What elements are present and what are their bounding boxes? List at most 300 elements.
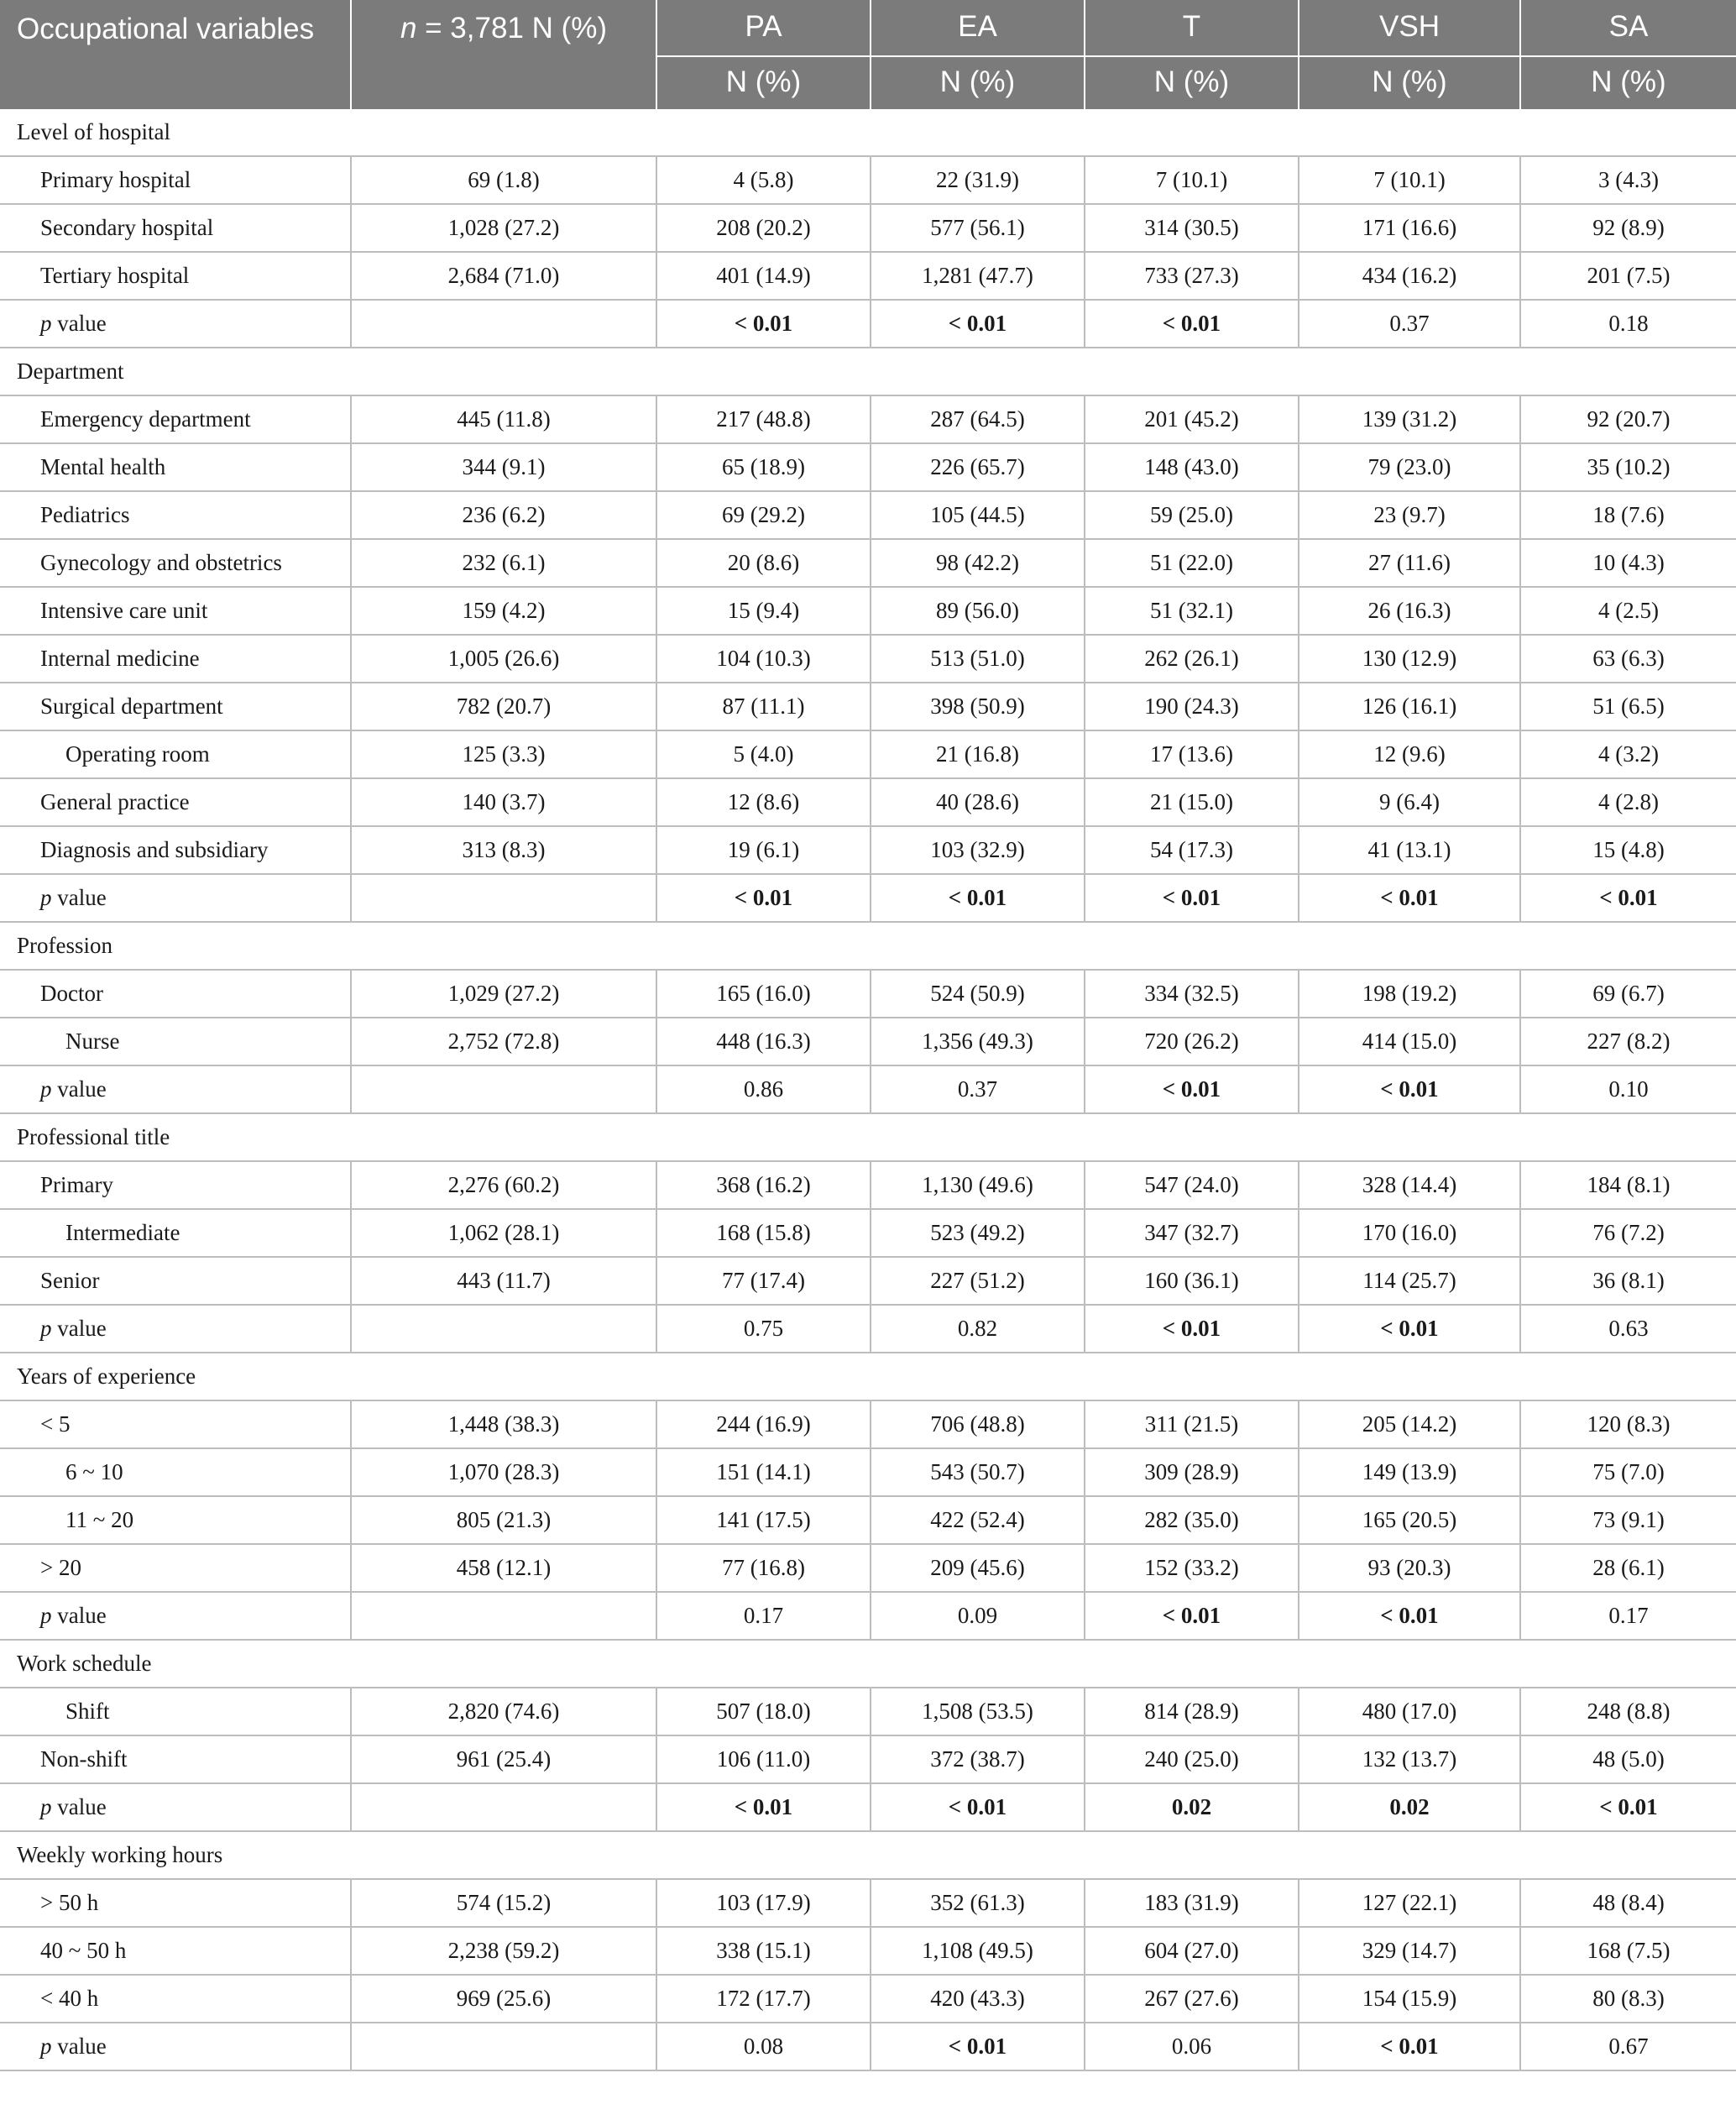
p-italic: p [40,1603,52,1628]
cell-ea: 89 (56.0) [871,587,1085,635]
cell-n-empty [351,1305,656,1353]
row-label: < 40 h [0,1975,351,2023]
p-value-sa: 0.10 [1520,1065,1736,1113]
cell-ea: 227 (51.2) [871,1257,1085,1305]
cell-n-empty [351,1592,656,1640]
cell-ea: 287 (64.5) [871,395,1085,443]
section-title: Department [0,348,1736,395]
cell-n: 344 (9.1) [351,443,656,491]
cell-vsh: 79 (23.0) [1299,443,1520,491]
subheader-pa: N (%) [656,56,871,109]
cell-ea: 209 (45.6) [871,1544,1085,1592]
p-label-rest: value [51,1794,107,1819]
p-value-ea: 0.09 [871,1592,1085,1640]
cell-ea: 1,508 (53.5) [871,1688,1085,1735]
row-label: Surgical department [0,683,351,730]
cell-vsh: 328 (14.4) [1299,1161,1520,1209]
p-italic: p [40,1316,52,1341]
table-row [0,1544,1736,1592]
cell-pa: 4 (5.8) [656,156,871,204]
p-value-t: < 0.01 [1085,300,1299,348]
cell-sa: 75 (7.0) [1520,1448,1736,1496]
header-group-t: T [1085,0,1299,56]
table-row [0,826,1736,874]
row-label: > 20 [0,1544,351,1592]
cell-pa: 172 (17.7) [656,1975,871,2023]
p-value-t: 0.02 [1085,1783,1299,1831]
table-row [0,1879,1736,1927]
cell-vsh: 139 (31.2) [1299,395,1520,443]
cell-sa: 168 (7.5) [1520,1927,1736,1975]
p-value-ea: 0.82 [871,1305,1085,1353]
cell-vsh: 132 (13.7) [1299,1735,1520,1783]
cell-sa: 63 (6.3) [1520,635,1736,683]
row-label: Secondary hospital [0,204,351,252]
cell-ea: 372 (38.7) [871,1735,1085,1783]
cell-n-empty [351,2023,656,2070]
cell-t: 309 (28.9) [1085,1448,1299,1496]
cell-t: 183 (31.9) [1085,1879,1299,1927]
p-value-pa: 0.86 [656,1065,871,1113]
row-label: Intermediate [0,1209,351,1257]
cell-t: 59 (25.0) [1085,491,1299,539]
section-row [0,1831,1736,1879]
row-label: Senior [0,1257,351,1305]
row-label: Intensive care unit [0,587,351,635]
p-italic: p [40,2034,52,2059]
header-group-pa: PA [656,0,871,56]
cell-ea: 103 (32.9) [871,826,1085,874]
p-value-pa: < 0.01 [656,300,871,348]
cell-ea: 22 (31.9) [871,156,1085,204]
cell-sa: 35 (10.2) [1520,443,1736,491]
p-value-pa: 0.08 [656,2023,871,2070]
cell-n-empty [351,300,656,348]
cell-n: 458 (12.1) [351,1544,656,1592]
cell-t: 152 (33.2) [1085,1544,1299,1592]
p-value-ea: < 0.01 [871,1783,1085,1831]
p-value-label [0,300,351,348]
row-label: Non-shift [0,1735,351,1783]
cell-pa: 208 (20.2) [656,204,871,252]
p-value-vsh: < 0.01 [1299,874,1520,922]
cell-sa: 28 (6.1) [1520,1544,1736,1592]
cell-n: 1,070 (28.3) [351,1448,656,1496]
row-label: Mental health [0,443,351,491]
cell-ea: 352 (61.3) [871,1879,1085,1927]
section-row [0,109,1736,156]
row-label: 6 ~ 10 [0,1448,351,1496]
cell-n: 445 (11.8) [351,395,656,443]
p-value-label [0,2023,351,2070]
p-value-ea: < 0.01 [871,874,1085,922]
cell-ea: 105 (44.5) [871,491,1085,539]
cell-t: 7 (10.1) [1085,156,1299,204]
cell-pa: 507 (18.0) [656,1688,871,1735]
cell-t: 547 (24.0) [1085,1161,1299,1209]
table-row [0,252,1736,300]
cell-pa: 217 (48.8) [656,395,871,443]
p-value-row [0,1592,1736,1640]
p-value-t: < 0.01 [1085,1592,1299,1640]
p-value-row [0,1305,1736,1353]
cell-t: 54 (17.3) [1085,826,1299,874]
cell-vsh: 26 (16.3) [1299,587,1520,635]
cell-vsh: 154 (15.9) [1299,1975,1520,2023]
p-italic: p [40,1794,52,1819]
section-title: Level of hospital [0,109,1736,156]
cell-t: 148 (43.0) [1085,443,1299,491]
table-row [0,1400,1736,1448]
table-row [0,1688,1736,1735]
cell-vsh: 12 (9.6) [1299,730,1520,778]
table-row [0,491,1736,539]
p-value-pa: 0.17 [656,1592,871,1640]
cell-sa: 18 (7.6) [1520,491,1736,539]
p-italic: p [40,885,52,910]
row-label: Primary [0,1161,351,1209]
row-label: Operating room [0,730,351,778]
table-row [0,587,1736,635]
cell-ea: 577 (56.1) [871,204,1085,252]
subheader-ea: N (%) [871,56,1085,109]
section-title: Profession [0,922,1736,970]
p-value-sa: < 0.01 [1520,1783,1736,1831]
cell-vsh: 7 (10.1) [1299,156,1520,204]
cell-pa: 87 (11.1) [656,683,871,730]
cell-sa: 3 (4.3) [1520,156,1736,204]
cell-sa: 92 (8.9) [1520,204,1736,252]
cell-vsh: 480 (17.0) [1299,1688,1520,1735]
row-label: General practice [0,778,351,826]
cell-ea: 98 (42.2) [871,539,1085,587]
p-value-row [0,2023,1736,2070]
cell-vsh: 198 (19.2) [1299,970,1520,1018]
cell-pa: 151 (14.1) [656,1448,871,1496]
p-value-vsh: < 0.01 [1299,1305,1520,1353]
cell-pa: 77 (17.4) [656,1257,871,1305]
row-label: Diagnosis and subsidiary [0,826,351,874]
cell-n: 2,238 (59.2) [351,1927,656,1975]
cell-t: 240 (25.0) [1085,1735,1299,1783]
cell-n: 969 (25.6) [351,1975,656,2023]
table-row [0,635,1736,683]
cell-ea: 513 (51.0) [871,635,1085,683]
table-row [0,1257,1736,1305]
table-row [0,1161,1736,1209]
cell-n-empty [351,1065,656,1113]
p-value-t: 0.06 [1085,2023,1299,2070]
p-label-rest: value [51,885,107,910]
cell-sa: 80 (8.3) [1520,1975,1736,2023]
p-value-label [0,1065,351,1113]
p-value-vsh: < 0.01 [1299,1065,1520,1113]
cell-sa: 15 (4.8) [1520,826,1736,874]
cell-pa: 65 (18.9) [656,443,871,491]
cell-vsh: 23 (9.7) [1299,491,1520,539]
cell-t: 282 (35.0) [1085,1496,1299,1544]
section-row [0,348,1736,395]
cell-t: 51 (32.1) [1085,587,1299,635]
cell-pa: 244 (16.9) [656,1400,871,1448]
p-value-sa: 0.18 [1520,300,1736,348]
cell-ea: 706 (48.8) [871,1400,1085,1448]
cell-sa: 73 (9.1) [1520,1496,1736,1544]
table-header [0,0,1736,109]
p-value-ea: < 0.01 [871,2023,1085,2070]
p-label-rest: value [51,311,107,336]
p-label-rest: value [51,1076,107,1102]
row-label: Gynecology and obstetrics [0,539,351,587]
cell-vsh: 170 (16.0) [1299,1209,1520,1257]
cell-vsh: 434 (16.2) [1299,252,1520,300]
cell-n: 2,820 (74.6) [351,1688,656,1735]
table-row [0,778,1736,826]
cell-ea: 1,108 (49.5) [871,1927,1085,1975]
header-group-sa: SA [1520,0,1736,56]
section-title: Weekly working hours [0,1831,1736,1879]
cell-vsh: 165 (20.5) [1299,1496,1520,1544]
p-value-label [0,1783,351,1831]
cell-pa: 69 (29.2) [656,491,871,539]
cell-sa: 10 (4.3) [1520,539,1736,587]
cell-sa: 248 (8.8) [1520,1688,1736,1735]
cell-sa: 92 (20.7) [1520,395,1736,443]
p-value-ea: < 0.01 [871,300,1085,348]
cell-n: 1,029 (27.2) [351,970,656,1018]
p-italic: p [40,1076,52,1102]
row-label: Nurse [0,1018,351,1065]
cell-t: 17 (13.6) [1085,730,1299,778]
cell-pa: 103 (17.9) [656,1879,871,1927]
cell-n: 232 (6.1) [351,539,656,587]
cell-n: 2,684 (71.0) [351,252,656,300]
cell-ea: 1,356 (49.3) [871,1018,1085,1065]
p-value-sa: 0.17 [1520,1592,1736,1640]
cell-vsh: 414 (15.0) [1299,1018,1520,1065]
cell-t: 604 (27.0) [1085,1927,1299,1975]
p-value-t: < 0.01 [1085,1065,1299,1113]
p-value-sa: 0.67 [1520,2023,1736,2070]
header-n-rest: = 3,781 N (%) [416,12,608,44]
cell-n: 782 (20.7) [351,683,656,730]
table-row [0,539,1736,587]
p-value-label [0,1305,351,1353]
cell-pa: 165 (16.0) [656,970,871,1018]
table-row [0,443,1736,491]
cell-sa: 120 (8.3) [1520,1400,1736,1448]
p-value-row [0,300,1736,348]
table-row [0,395,1736,443]
cell-ea: 420 (43.3) [871,1975,1085,2023]
cell-pa: 12 (8.6) [656,778,871,826]
table-row [0,970,1736,1018]
cell-sa: 201 (7.5) [1520,252,1736,300]
cell-sa: 36 (8.1) [1520,1257,1736,1305]
table-row [0,1209,1736,1257]
cell-n: 574 (15.2) [351,1879,656,1927]
p-value-vsh: < 0.01 [1299,1592,1520,1640]
subheader-t: N (%) [1085,56,1299,109]
cell-t: 347 (32.7) [1085,1209,1299,1257]
cell-n: 2,752 (72.8) [351,1018,656,1065]
p-value-vsh: 0.37 [1299,300,1520,348]
cell-t: 814 (28.9) [1085,1688,1299,1735]
section-title: Professional title [0,1113,1736,1161]
cell-pa: 19 (6.1) [656,826,871,874]
p-value-row [0,874,1736,922]
p-value-t: < 0.01 [1085,874,1299,922]
cell-vsh: 27 (11.6) [1299,539,1520,587]
cell-t: 314 (30.5) [1085,204,1299,252]
cell-sa: 4 (2.5) [1520,587,1736,635]
p-value-sa: < 0.01 [1520,874,1736,922]
row-label: Shift [0,1688,351,1735]
cell-pa: 104 (10.3) [656,635,871,683]
cell-n: 1,005 (26.6) [351,635,656,683]
cell-pa: 368 (16.2) [656,1161,871,1209]
row-label: Pediatrics [0,491,351,539]
row-label: Tertiary hospital [0,252,351,300]
p-value-label [0,1592,351,1640]
p-value-label [0,874,351,922]
p-value-ea: 0.37 [871,1065,1085,1113]
cell-ea: 524 (50.9) [871,970,1085,1018]
cell-vsh: 9 (6.4) [1299,778,1520,826]
cell-ea: 40 (28.6) [871,778,1085,826]
cell-ea: 21 (16.8) [871,730,1085,778]
cell-t: 21 (15.0) [1085,778,1299,826]
p-label-rest: value [51,1603,107,1628]
cell-sa: 69 (6.7) [1520,970,1736,1018]
cell-t: 51 (22.0) [1085,539,1299,587]
cell-ea: 422 (52.4) [871,1496,1085,1544]
cell-pa: 448 (16.3) [656,1018,871,1065]
cell-n: 1,028 (27.2) [351,204,656,252]
table-row [0,204,1736,252]
p-value-pa: < 0.01 [656,1783,871,1831]
table-row [0,683,1736,730]
section-row [0,1353,1736,1400]
table-row [0,1018,1736,1065]
row-label: > 50 h [0,1879,351,1927]
cell-vsh: 329 (14.7) [1299,1927,1520,1975]
cell-pa: 5 (4.0) [656,730,871,778]
p-value-pa: < 0.01 [656,874,871,922]
cell-t: 733 (27.3) [1085,252,1299,300]
cell-sa: 48 (5.0) [1520,1735,1736,1783]
section-row [0,922,1736,970]
cell-t: 334 (32.5) [1085,970,1299,1018]
table-row [0,1927,1736,1975]
cell-n: 961 (25.4) [351,1735,656,1783]
cell-sa: 76 (7.2) [1520,1209,1736,1257]
p-value-pa: 0.75 [656,1305,871,1353]
cell-n: 1,062 (28.1) [351,1209,656,1257]
cell-sa: 227 (8.2) [1520,1018,1736,1065]
table-row [0,1448,1736,1496]
p-value-vsh: < 0.01 [1299,2023,1520,2070]
subheader-sa: N (%) [1520,56,1736,109]
row-label: Internal medicine [0,635,351,683]
cell-pa: 106 (11.0) [656,1735,871,1783]
row-label: Emergency department [0,395,351,443]
table-row [0,1975,1736,2023]
cell-sa: 184 (8.1) [1520,1161,1736,1209]
p-value-vsh: 0.02 [1299,1783,1520,1831]
row-label: 40 ~ 50 h [0,1927,351,1975]
cell-vsh: 127 (22.1) [1299,1879,1520,1927]
p-label-rest: value [51,2034,107,2059]
cell-t: 201 (45.2) [1085,395,1299,443]
p-value-t: < 0.01 [1085,1305,1299,1353]
table-row [0,730,1736,778]
p-value-row [0,1783,1736,1831]
cell-pa: 20 (8.6) [656,539,871,587]
p-label-rest: value [51,1316,107,1341]
cell-n-empty [351,874,656,922]
table-row [0,1735,1736,1783]
cell-vsh: 41 (13.1) [1299,826,1520,874]
section-row [0,1113,1736,1161]
table-row [0,156,1736,204]
cell-n: 805 (21.3) [351,1496,656,1544]
cell-pa: 401 (14.9) [656,252,871,300]
subheader-vsh: N (%) [1299,56,1520,109]
p-italic: p [40,311,52,336]
cell-t: 311 (21.5) [1085,1400,1299,1448]
cell-t: 262 (26.1) [1085,635,1299,683]
cell-t: 267 (27.6) [1085,1975,1299,2023]
cell-ea: 398 (50.9) [871,683,1085,730]
table-body [0,109,1736,2070]
table-row [0,1496,1736,1544]
section-title: Work schedule [0,1640,1736,1688]
cell-pa: 338 (15.1) [656,1927,871,1975]
cell-n: 125 (3.3) [351,730,656,778]
cell-sa: 48 (8.4) [1520,1879,1736,1927]
cell-n: 69 (1.8) [351,156,656,204]
cell-ea: 1,281 (47.7) [871,252,1085,300]
cell-n-empty [351,1783,656,1831]
p-value-sa: 0.63 [1520,1305,1736,1353]
row-label: 11 ~ 20 [0,1496,351,1544]
cell-n: 313 (8.3) [351,826,656,874]
cell-n: 140 (3.7) [351,778,656,826]
row-label: Primary hospital [0,156,351,204]
cell-sa: 4 (2.8) [1520,778,1736,826]
section-title: Years of experience [0,1353,1736,1400]
cell-vsh: 205 (14.2) [1299,1400,1520,1448]
header-group-vsh: VSH [1299,0,1520,56]
cell-sa: 4 (3.2) [1520,730,1736,778]
cell-n: 159 (4.2) [351,587,656,635]
cell-t: 160 (36.1) [1085,1257,1299,1305]
cell-ea: 523 (49.2) [871,1209,1085,1257]
cell-ea: 226 (65.7) [871,443,1085,491]
cell-n: 443 (11.7) [351,1257,656,1305]
header-group-ea: EA [871,0,1085,56]
header-n-italic: n [400,12,417,44]
row-label: Doctor [0,970,351,1018]
cell-vsh: 171 (16.6) [1299,204,1520,252]
cell-ea: 1,130 (49.6) [871,1161,1085,1209]
cell-vsh: 93 (20.3) [1299,1544,1520,1592]
header-occupational-variables: Occupational variables [0,0,351,109]
cell-n: 2,276 (60.2) [351,1161,656,1209]
header-sample-size [351,0,656,109]
cell-t: 720 (26.2) [1085,1018,1299,1065]
